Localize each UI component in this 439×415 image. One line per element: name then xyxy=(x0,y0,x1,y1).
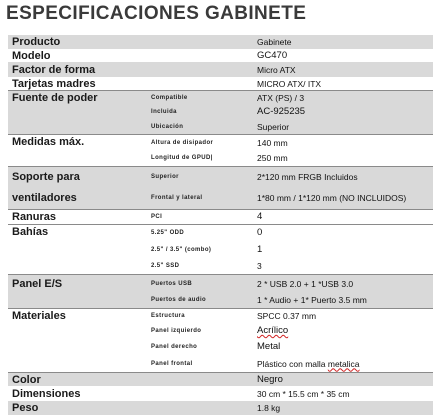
materiales-izquierdo-label: Panel izquierdo xyxy=(147,323,253,339)
materiales-derecho-value: Metal xyxy=(253,339,433,355)
panel-label-blank xyxy=(8,292,147,309)
ranuras-value: 4 xyxy=(253,210,433,225)
panel-audio-value: 1 * Audio + 1* Puerto 3.5 mm xyxy=(253,292,433,309)
row-fuente-compatible xyxy=(8,91,433,106)
bahias-combo-label: 2.5" / 3.5" (combo) xyxy=(147,241,253,258)
row-factor xyxy=(8,62,433,77)
soporte-frontal-value: 1*80 mm / 1*120 mm (NO INCLUIDOS) xyxy=(253,188,433,210)
bahias-ssd-label: 2.5" SSD xyxy=(147,258,253,275)
fuente-compatible-value: ATX (PS) / 3 xyxy=(253,91,433,106)
row-medidas-disipador xyxy=(8,135,433,151)
fuente-compatible-label: Compatible xyxy=(147,91,253,106)
row-ranuras xyxy=(8,210,433,225)
medidas-label: Medidas máx. xyxy=(8,135,147,167)
row-bahias-odd xyxy=(8,224,433,241)
materiales-estructura-value: SPCC 0.37 mm xyxy=(253,309,433,324)
bahias-ssd-value: 3 xyxy=(253,258,433,275)
color-value: Negro xyxy=(253,373,433,387)
fuente-ubicacion-value: Superior xyxy=(253,119,433,135)
row-producto xyxy=(8,35,433,49)
modelo-value: GC470 xyxy=(253,49,433,63)
tarjetas-label: Tarjetas madres xyxy=(8,77,253,91)
fuente-incluida-label: Incluida xyxy=(147,105,253,119)
row-color xyxy=(8,373,433,387)
producto-value: Gabinete xyxy=(253,35,433,49)
row-materiales-estructura xyxy=(8,309,433,324)
materiales-frontal-label: Panel frontal xyxy=(147,355,253,373)
row-tarjetas xyxy=(8,77,433,91)
factor-value: Micro ATX xyxy=(253,62,433,77)
materiales-izquierdo-text: Acrílico xyxy=(257,325,289,337)
panel-usb-value: 2 * USB 2.0 + 1 *USB 3.0 xyxy=(253,275,433,292)
row-panel-usb xyxy=(8,275,433,292)
ranuras-label: Ranuras xyxy=(8,210,147,225)
spec-table xyxy=(8,35,433,415)
materiales-frontal-value xyxy=(253,355,433,373)
fuente-ubicacion-label: Ubicación xyxy=(147,119,253,135)
soporte-label-2: ventiladores xyxy=(8,188,147,210)
row-soporte-superior xyxy=(8,167,433,188)
materiales-derecho-label: Panel derecho xyxy=(147,339,253,355)
peso-label: Peso xyxy=(8,401,253,415)
materiales-label: Materiales xyxy=(8,309,147,373)
materiales-estructura-label: Estructura xyxy=(147,309,253,324)
producto-label: Producto xyxy=(8,35,253,49)
page-title: ESPECIFICACIONES GABINETE xyxy=(6,3,307,24)
modelo-label: Modelo xyxy=(8,49,253,63)
materiales-izquierdo-value xyxy=(253,323,433,339)
soporte-superior-label: Superior xyxy=(147,167,253,188)
bahias-label: Bahías xyxy=(8,224,147,274)
bahias-odd-label: 5.25" ODD xyxy=(147,224,253,241)
soporte-superior-value: 2*120 mm FRGB Incluidos xyxy=(253,167,433,188)
bahias-combo-value: 1 xyxy=(253,241,433,258)
panel-audio-label: Puertos de audio xyxy=(147,292,253,309)
ranuras-pci-label: PCI xyxy=(147,210,253,225)
materiales-frontal-text-b: metalica xyxy=(327,358,360,369)
row-peso xyxy=(8,401,433,415)
soporte-frontal-label: Frontal y lateral xyxy=(147,188,253,210)
bahias-odd-value: 0 xyxy=(253,224,433,241)
tarjetas-value: MICRO ATX/ ITX xyxy=(253,77,433,91)
dimensiones-value: 30 cm * 15.5 cm * 35 cm xyxy=(253,386,433,401)
row-soporte-frontal xyxy=(8,188,433,210)
materiales-frontal-text-a: Plástico con malla xyxy=(257,358,328,369)
fuente-label: Fuente de poder xyxy=(8,91,147,135)
fuente-incluida-value: AC-925235 xyxy=(253,105,433,119)
medidas-gpu-label: Longitud de GPUD| xyxy=(147,151,253,167)
peso-value: 1.8 kg xyxy=(253,401,433,415)
medidas-disipador-label: Altura de disipador xyxy=(147,135,253,151)
medidas-disipador-value: 140 mm xyxy=(253,135,433,151)
row-panel-audio xyxy=(8,292,433,309)
panel-usb-label: Puertos USB xyxy=(147,275,253,292)
dimensiones-label: Dimensiones xyxy=(8,386,253,401)
factor-label: Factor de forma xyxy=(8,62,253,77)
medidas-gpu-value: 250 mm xyxy=(253,151,433,167)
row-modelo xyxy=(8,49,433,63)
row-dimensiones xyxy=(8,386,433,401)
color-label: Color xyxy=(8,373,253,387)
panel-label: Panel E/S xyxy=(8,275,147,292)
soporte-label-1: Soporte para xyxy=(8,167,147,188)
